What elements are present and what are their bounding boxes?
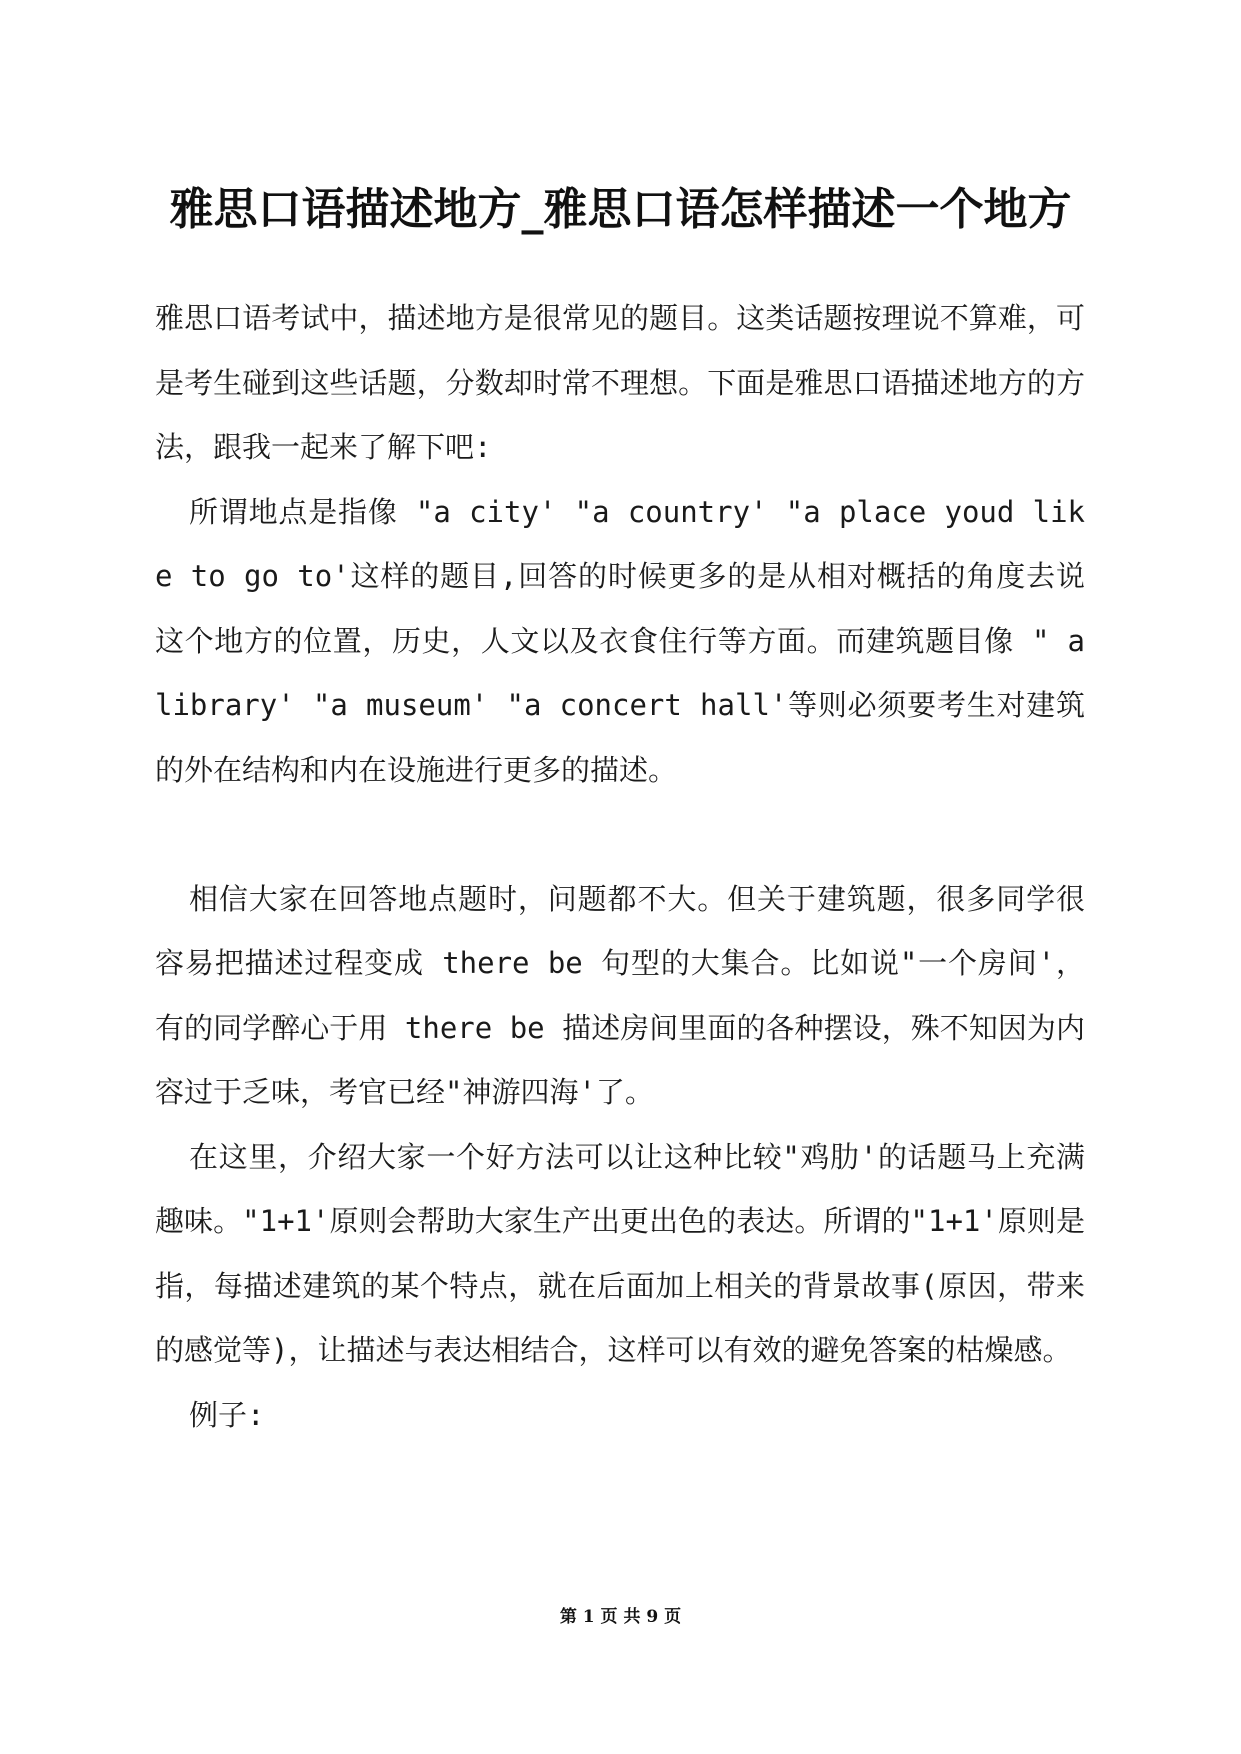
paragraph-building-questions: 相信大家在回答地点题时，问题都不大。但关于建筑题，很多同学很容易把描述过程变成 there be 句型的大集合。比如说"一个房间'， 有的同学醉心于用 there be 描述房间里面的各种摆设，殊不知因为内容过于乏味，考官已经"神游四海'了。 <box>155 881 1085 1109</box>
paragraph-intro: 雅思口语考试中，描述地方是很常见的题目。这类话题按理说不算难，可是考生碰到这些话题，分数却时常不理想。下面是雅思口语描述地方的方法，跟我一起来了解下吧: <box>155 301 1085 464</box>
paragraph-place-types: 所谓地点是指像 "a city' "a country' "a place youd like to go to'这样的题目,回答的时候更多的是从相对概括的角度去说这个地方的位置，历史，人文以及衣食住行等方面。而建筑题目像 " a library' "a museum' "a concert hall'等则必须要考生对建筑的外在结构和内在设施进行更多的描述。 <box>155 494 1085 787</box>
document-title: 雅思口语描述地方_雅思口语怎样描述一个地方 <box>169 184 1072 235</box>
document-body <box>155 286 1085 1447</box>
paragraph-one-plus-one-method: 在这里，介绍大家一个好方法可以让这种比较"鸡肋'的话题马上充满趣味。"1+1'原则会帮助大家生产出更出色的表达。所谓的"1+1'原则是指，每描述建筑的某个特点，就在后面加上相关的背景故事(原因，带来的感觉等)，让描述与表达相结合，这样可以有效的避免答案的枯燥感。 <box>155 1139 1085 1367</box>
paragraph-spacer <box>155 802 1085 867</box>
page-footer: 第 1 页 共 9 页 <box>559 1607 682 1627</box>
paragraph-example-heading: 例子: <box>189 1397 265 1432</box>
